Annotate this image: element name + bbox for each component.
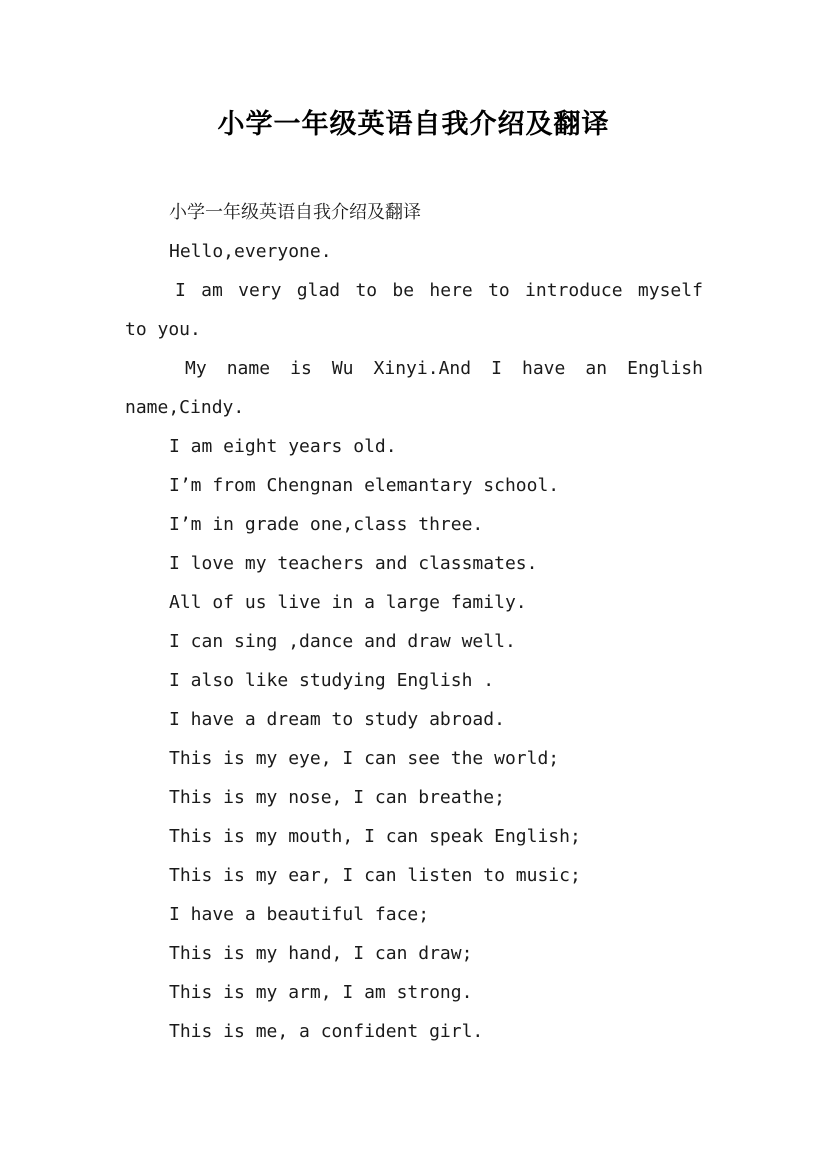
document-body (125, 193, 703, 1051)
greeting-line: Hello,everyone. (169, 241, 332, 262)
text-line: I can sing ,dance and draw well. (169, 631, 516, 652)
text-line: I am eight years old. (169, 436, 397, 457)
intro-word: myself (637, 280, 703, 301)
page-title: 小学一年级英语自我介绍及翻译 (217, 109, 610, 140)
name-word: an (585, 358, 608, 379)
text-line: This is my ear, I can listen to music; (169, 865, 581, 886)
intro-word: glad (296, 280, 341, 301)
intro-word: be (392, 280, 415, 301)
text-line: I have a beautiful face; (169, 904, 430, 925)
name-continuation: name,Cindy. (125, 397, 245, 418)
intro-word: introduce (525, 280, 623, 301)
intro-word: I (175, 280, 186, 301)
name-word: My (185, 358, 207, 379)
name-word: is (290, 358, 312, 379)
text-line: This is my arm, I am strong. (169, 982, 473, 1003)
text-line: All of us live in a large family. (169, 592, 527, 613)
name-word: I (491, 358, 502, 379)
name-word: name (226, 358, 271, 379)
text-line: This is me, a confident girl. (169, 1021, 484, 1042)
body-subtitle: 小学一年级英语自我介绍及翻译 (169, 202, 421, 223)
text-line: I’m in grade one,class three. (169, 514, 484, 535)
intro-word: here (429, 280, 473, 301)
intro-word: to (355, 280, 378, 301)
name-word: Wu (331, 358, 354, 379)
intro-continuation: to you. (125, 319, 201, 340)
text-line: This is my nose, I can breathe; (169, 787, 505, 808)
intro-word: am (201, 280, 223, 301)
intro-line (125, 271, 703, 310)
name-word: English (627, 358, 703, 379)
text-line: I have a dream to study abroad. (169, 709, 505, 730)
name-word: have (522, 358, 566, 379)
name-line (125, 349, 703, 388)
name-word: Xinyi.And (373, 358, 472, 379)
text-line: This is my hand, I can draw; (169, 943, 473, 964)
intro-word: very (238, 280, 282, 301)
text-line: I also like studying English . (169, 670, 495, 691)
intro-word: to (488, 280, 510, 301)
text-line: This is my eye, I can see the world; (169, 748, 560, 769)
text-line: I love my teachers and classmates. (169, 553, 538, 574)
text-line: I’m from Chengnan elemantary school. (169, 475, 560, 496)
text-line: This is my mouth, I can speak English; (169, 826, 581, 847)
